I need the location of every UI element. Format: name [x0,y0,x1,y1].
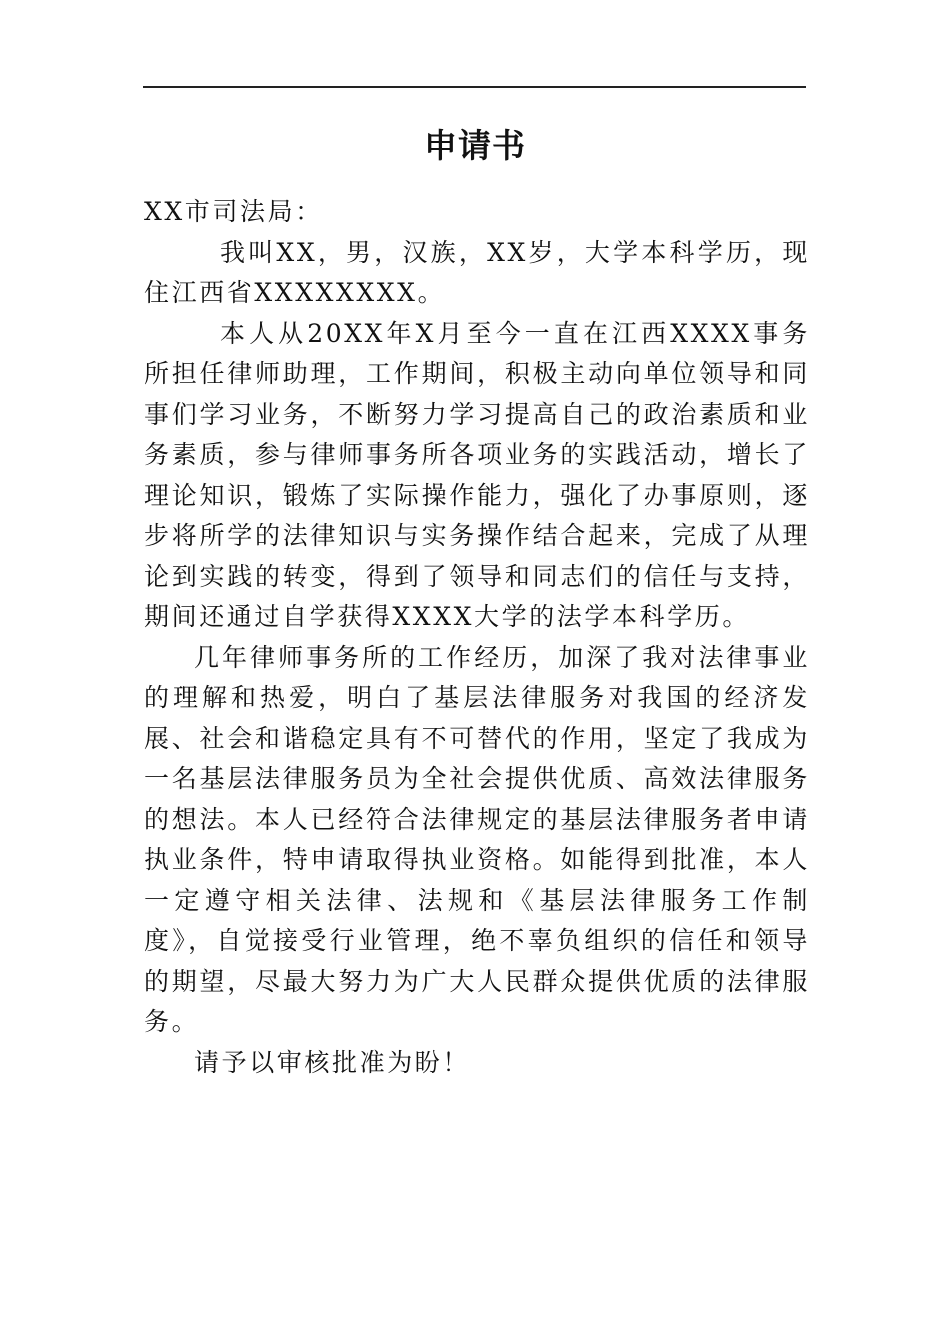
header-rule [143,86,806,88]
salutation: XX市司法局： [144,197,323,226]
document-title: 申请书 [424,126,526,165]
paragraph-motivation: 几年律师事务所的工作经历，加深了我对法律事业的理解和热爱，明白了基层法律服务对我国的经济发展、社会和谐稳定具有不可替代的作用，坚定了我成为一名基层法律服务员为全社会提供优质、高效法律服务的想法。本人已经符合法律规定的基层法律服务者申请执业条件，特申请取得执业资格。如能得到批准，本人一定遵守相关法律、法规和《基层法律服务工作制度》，自觉接受行业管理，绝不辜负组织的信任和领导的期望，尽最大努力为广大人民群众提供优质的法律服务。 [144,642,810,1036]
paragraph-closing: 请予以审核批准为盼！ [194,1047,471,1077]
paragraph-work-experience: 本人从20XX年X月至今一直在江西XXXX事务所担任律师助理，工作期间，积极主动向单位领导和同事们学习业务，不断努力学习提高自己的政治素质和业务素质，参与律师事务所各项业务的实践活动，增长了理论知识，锻炼了实际操作能力，强化了办事原则，逐步将所学的法律知识与实务操作结合起来，完成了从理论到实践的转变，得到了领导和同志们的信任与支持，期间还通过自学获得XXXX大学的法学本科学历。 [144,318,810,631]
document-body [144,192,810,1083]
paragraph-personal-info: 我叫XX，男，汉族，XX岁，大学本科学历，现住江西省XXXXXXXX。 [144,237,810,307]
